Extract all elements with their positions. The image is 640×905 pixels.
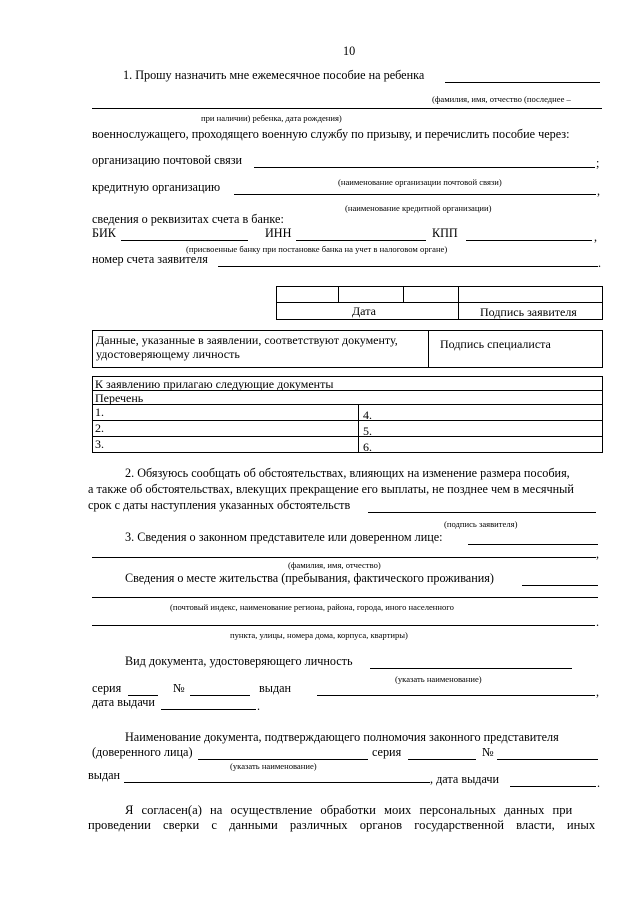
representative-name-comma: , bbox=[596, 547, 600, 561]
specialist-signature-label: Подпись специалиста bbox=[440, 337, 551, 351]
credit-comma: , bbox=[597, 184, 601, 198]
documents-row-divider-4 bbox=[92, 436, 603, 437]
kpp-field[interactable] bbox=[466, 240, 592, 241]
id-issue-date-dot: . bbox=[257, 699, 261, 713]
inn-field[interactable] bbox=[296, 240, 426, 241]
id-document-field[interactable] bbox=[370, 668, 572, 669]
bik-label: БИК bbox=[92, 226, 116, 240]
postal-org-line[interactable] bbox=[254, 167, 595, 168]
id-issued-comma: , bbox=[596, 685, 600, 699]
id-document-hint: (указать наименование) bbox=[395, 674, 482, 684]
authority-series-label: серия bbox=[372, 745, 402, 759]
section3-heading: 3. Сведения о законном представителе или доверенном лице: bbox=[125, 530, 443, 544]
id-issue-date-field[interactable] bbox=[161, 709, 256, 710]
child-name-hint: (фамилия, имя, отчество (последнее – bbox=[432, 94, 571, 104]
verification-divider bbox=[428, 330, 429, 368]
representative-name-hint: (фамилия, имя, отчество) bbox=[288, 560, 381, 570]
postal-hint: (наименование организации почтовой связи) bbox=[338, 177, 502, 187]
id-number-field[interactable] bbox=[190, 695, 250, 696]
applicant-signature-hint: (подпись заявителя) bbox=[444, 519, 518, 529]
residence-field-3[interactable] bbox=[92, 625, 595, 626]
id-issued-by-label: выдан bbox=[259, 681, 292, 695]
document-item-3[interactable]: 3. bbox=[95, 437, 104, 451]
residence-field[interactable] bbox=[522, 585, 598, 586]
child-name-hint-2: при наличии) ребенка, дата рождения) bbox=[201, 113, 342, 123]
section2-line-1: 2. Обязуюсь сообщать об обстоятельствах, влияющих на изменение размера пособия, bbox=[125, 466, 570, 480]
documents-header: К заявлению прилагаю следующие документы bbox=[95, 377, 334, 391]
bik-field[interactable] bbox=[121, 240, 248, 241]
credit-hint: (наименование кредитной организации) bbox=[345, 203, 492, 213]
section1-request-line: 1. Прошу назначить мне ежемесячное пособие на ребенка bbox=[123, 68, 425, 82]
applicant-signature-label: Подпись заявителя bbox=[480, 305, 577, 319]
date-signature-row-divider bbox=[276, 302, 603, 303]
child-name-line-2[interactable] bbox=[92, 108, 602, 109]
account-label: номер счета заявителя bbox=[92, 252, 208, 266]
authority-number-field[interactable] bbox=[497, 759, 598, 760]
representative-name-field-2[interactable] bbox=[92, 557, 596, 558]
id-issue-date-label: дата выдачи bbox=[92, 695, 155, 709]
representative-name-field[interactable] bbox=[468, 544, 598, 545]
kpp-label: КПП bbox=[432, 226, 458, 240]
authority-doc-field[interactable] bbox=[198, 759, 368, 760]
address-hint-1: (почтовый индекс, наименование региона, района, города, иного населенного bbox=[170, 602, 454, 612]
date-cell-divider-1 bbox=[338, 286, 339, 302]
consent-line-1: Я согласен(а) на осуществление обработки моих персональных данных при bbox=[125, 803, 573, 817]
authority-issue-date-label: , дата выдачи bbox=[430, 772, 500, 786]
authority-issued-by-field[interactable] bbox=[124, 782, 430, 783]
authority-doc-line-1: Наименование документа, подтверждающего полномочия законного представителя bbox=[125, 730, 559, 744]
credit-org-line[interactable] bbox=[234, 194, 596, 195]
documents-row-divider-3 bbox=[92, 420, 603, 421]
authority-series-field[interactable] bbox=[408, 759, 476, 760]
document-item-1[interactable]: 1. bbox=[95, 405, 104, 419]
residence-field-2[interactable] bbox=[92, 597, 598, 598]
serviceman-line: военнослужащего, проходящего военную службу по призыву, и перечислить пособие через: bbox=[92, 127, 570, 141]
page-number: 10 bbox=[343, 44, 356, 58]
applicant-signature-field[interactable] bbox=[368, 512, 596, 513]
signature-column-divider bbox=[458, 286, 459, 320]
postal-semicolon: ; bbox=[596, 156, 600, 170]
address-hint-2: пункта, улицы, номера дома, корпуса, квартиры) bbox=[230, 630, 408, 640]
section2-line-2: а также об обстоятельствах, влекущих прекращение его выплаты, не позднее чем в месячный bbox=[88, 482, 574, 496]
documents-column-divider bbox=[358, 404, 359, 453]
postal-label: организацию почтовой связи bbox=[92, 153, 243, 167]
documents-list-label: Перечень bbox=[95, 391, 144, 405]
section2-line-3: срок с даты наступления указанных обстоятельств bbox=[88, 498, 351, 512]
bank-hint: (присвоенные банку при постановке банка на учет в налоговом органе) bbox=[186, 244, 448, 254]
date-cell-divider-2 bbox=[403, 286, 404, 302]
account-field[interactable] bbox=[218, 266, 598, 267]
account-dot: . bbox=[598, 256, 602, 270]
kpp-comma: , bbox=[594, 230, 598, 244]
documents-row-divider-2 bbox=[92, 404, 603, 405]
authority-issued-by-label: выдан bbox=[88, 768, 121, 782]
consent-line-2: проведении сверки с данными различных органов государственной власти, иных bbox=[88, 818, 596, 832]
document-item-2[interactable]: 2. bbox=[95, 421, 104, 435]
residence-label: Сведения о месте жительства (пребывания, фактического проживания) bbox=[125, 571, 494, 585]
inn-label: ИНН bbox=[265, 226, 292, 240]
id-series-label: серия bbox=[92, 681, 122, 695]
date-label: Дата bbox=[352, 304, 376, 318]
bank-details-label: сведения о реквизитах счета в банке: bbox=[92, 212, 284, 226]
id-issued-by-field[interactable] bbox=[317, 695, 595, 696]
authority-issue-date-dot: . bbox=[597, 776, 601, 790]
verification-text: Данные, указанные в заявлении, соответствуют документу, удостоверяющему личность bbox=[96, 333, 398, 361]
authority-doc-line-2: (доверенного лица) bbox=[92, 745, 193, 759]
document-item-6[interactable]: 6. bbox=[363, 440, 372, 454]
id-document-label: Вид документа, удостоверяющего личность bbox=[125, 654, 353, 668]
residence-dot: . bbox=[596, 615, 600, 629]
document-item-4[interactable]: 4. bbox=[363, 408, 372, 422]
authority-issue-date-field[interactable] bbox=[510, 786, 596, 787]
authority-number-sign: № bbox=[482, 745, 494, 759]
authority-doc-hint: (указать наименование) bbox=[230, 761, 317, 771]
id-number-sign: № bbox=[173, 681, 185, 695]
child-name-line[interactable] bbox=[445, 82, 600, 83]
document-item-5[interactable]: 5. bbox=[363, 424, 372, 438]
credit-label: кредитную организацию bbox=[92, 180, 221, 194]
